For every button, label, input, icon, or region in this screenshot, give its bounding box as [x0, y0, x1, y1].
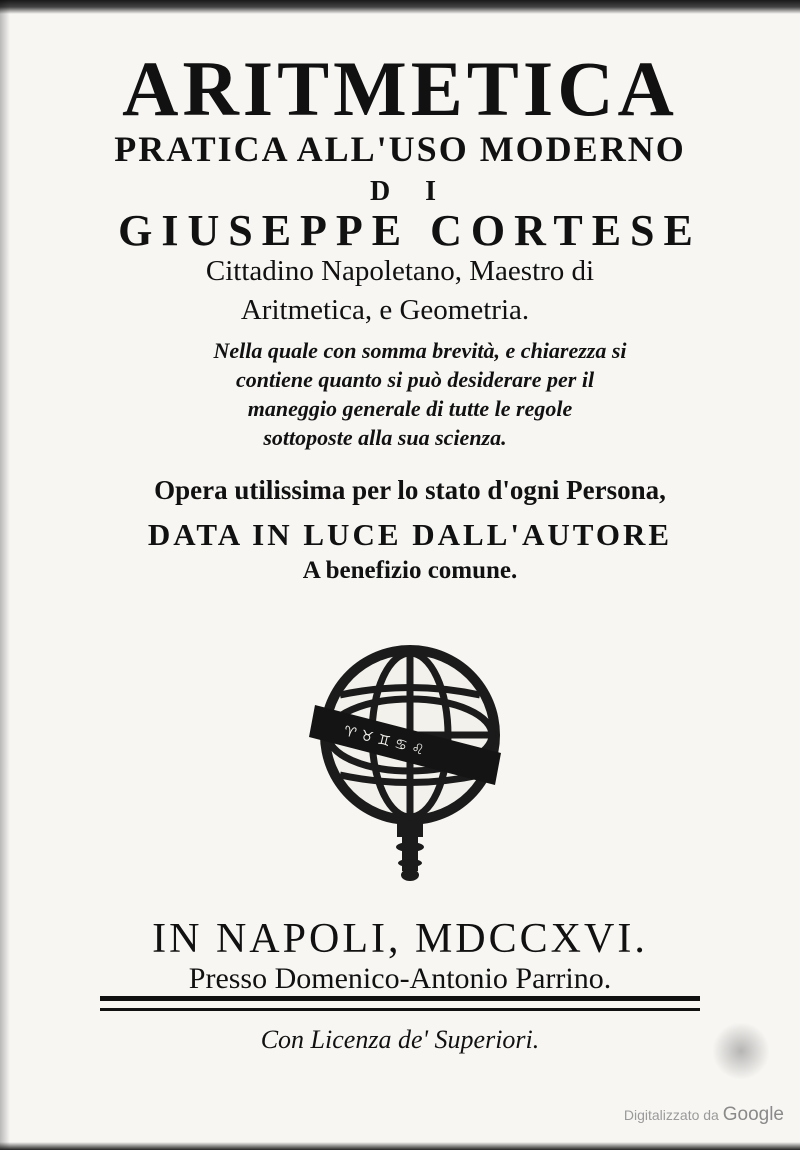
author-description-1: Cittadino Napoletano, Maestro di	[205, 255, 595, 287]
divider-thick	[100, 996, 700, 1001]
watermark-prefix: Digitalizzato da	[623, 1107, 719, 1123]
page-edge-top	[0, 0, 800, 14]
description-line-4: sottoposte alla sua scienza.	[263, 425, 507, 450]
author-description-2: Aritmetica, e Geometria.	[240, 294, 530, 326]
work-note: Opera utilissima per lo stato d'ogni Persona,	[154, 475, 666, 505]
main-title: ARITMETICA	[122, 45, 678, 132]
digitization-watermark	[624, 1104, 784, 1126]
description-line-1: Nella quale con somma brevità, e chiarezza si	[213, 338, 627, 363]
publication-statement: DATA IN LUCE DALL'AUTORE	[147, 517, 673, 552]
subtitle: PRATICA ALL'USO MODERNO	[114, 129, 686, 169]
description-line-3: maneggio generale di tutte le regole	[247, 396, 573, 421]
description-line-2: contiene quanto si può desiderare per il	[235, 367, 595, 392]
imprint-printer: Presso Domenico-Antonio Parrino.	[188, 962, 612, 995]
google-logo: Google	[722, 1104, 784, 1125]
armillary-sphere-icon	[305, 635, 515, 890]
svg-text:♈ ♉ ♊ ♋ ♌: ♈ ♉ ♊ ♋ ♌	[342, 723, 426, 759]
author-name: GIUSEPPE CORTESE	[118, 206, 702, 255]
divider-thin	[100, 1008, 700, 1011]
license-note: Con Licenza de' Superiori.	[260, 1025, 540, 1054]
benefit-note: A benefizio comune.	[302, 557, 518, 584]
page-edge-bottom	[0, 1142, 800, 1150]
imprint-place-year: IN NAPOLI, MDCCXVI.	[152, 916, 648, 962]
author-preposition: D I	[369, 176, 451, 207]
page-stain	[712, 1022, 770, 1080]
